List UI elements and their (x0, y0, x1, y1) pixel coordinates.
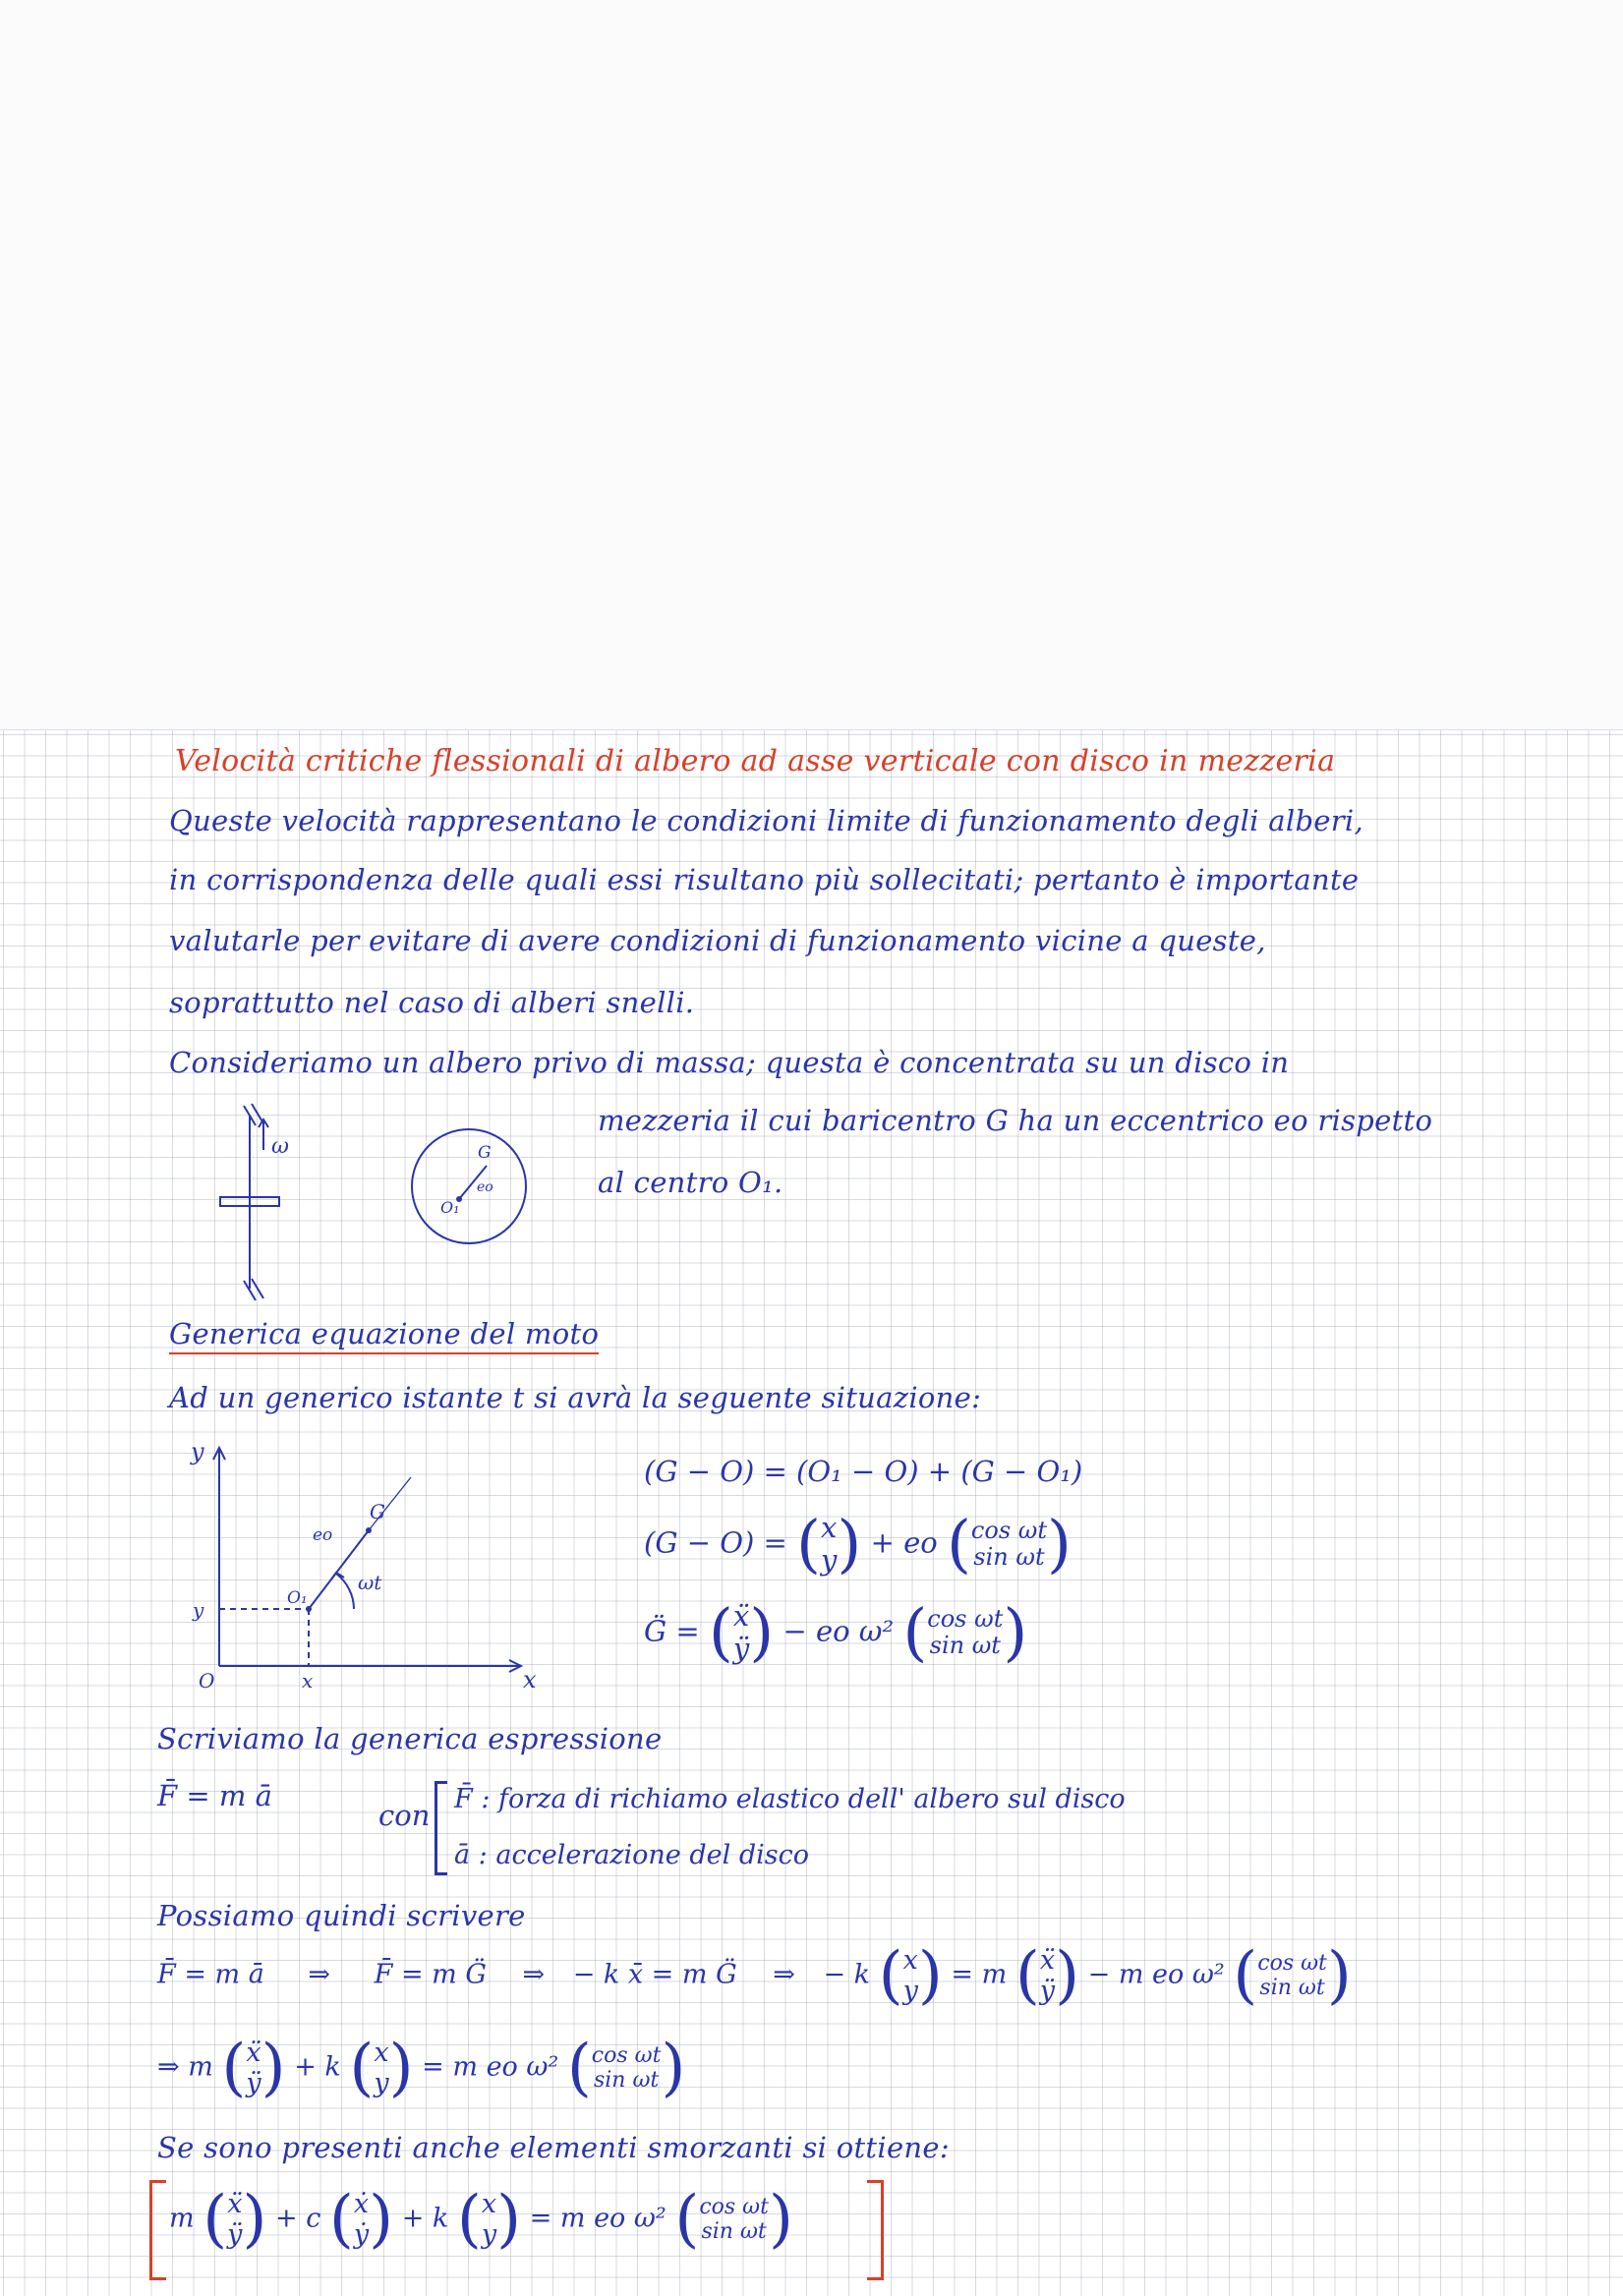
final-bracket-right (867, 2180, 884, 2280)
eq3-v1-y: ÿ (732, 1632, 750, 1666)
eq2-v1-y: y (821, 1543, 838, 1578)
eq2-v1-x: x (821, 1511, 838, 1544)
eq-result: ⇒ m (ẍ ÿ) + k (x y) = m eo ω² (cos ωt sin ωt) (157, 2032, 686, 2104)
eq2-v2-cos: cos ωt (970, 1516, 1047, 1544)
chain-d-mid: = m (951, 1959, 1008, 1990)
final-v3-x: x (481, 2188, 497, 2219)
wt-label: ωt (358, 1571, 382, 1594)
final-bracket-left (149, 2180, 166, 2280)
scriviamo-line: Scriviamo la generica espressione (157, 1722, 663, 1755)
final-v2-x: ẋ (353, 2188, 370, 2219)
disc-G-label: G (478, 1143, 492, 1163)
page-title: Velocità critiche flessionali di albero ad asse verticale con disco in mezzeria (175, 744, 1336, 778)
eq3-v1-x: ẍ (732, 1599, 750, 1633)
eq-acceleration: G̈ = (ẍ ÿ) − eo ω² (cos ωt sin ωt) (644, 1596, 1028, 1670)
chain-a: F̄ = m ā (157, 1959, 264, 1990)
chain-d-v3-sin: sin ωt (1259, 1976, 1325, 2000)
result-mid2: = m eo ω² (422, 2051, 559, 2083)
final-v4-cos: cos ωt (699, 2194, 769, 2219)
chain-d-lhs: − k (823, 1959, 871, 1990)
chain-arrow-3: ⇒ (773, 1959, 795, 1990)
def-force: F̄ : forza di richiamo elastico dell' albero sul disco (454, 1784, 1126, 1814)
result-v1-y: ÿ (246, 2068, 261, 2098)
intro-line-4: soprattutto nel caso di alberi snelli. (169, 986, 695, 1019)
x-axis-label: x (523, 1666, 537, 1693)
final-m: m (169, 2203, 195, 2234)
damping-line: Se sono presenti anche elementi smorzanti si ottiene: (157, 2131, 950, 2164)
disc-e-label: eo (477, 1179, 493, 1195)
eq2-v2-sin: sin ωt (973, 1543, 1045, 1572)
chain-d-v2-y: ÿ (1039, 1976, 1056, 2006)
intro-line-1: Queste velocità rappresentano le condizioni limite di funzionamento degli alberi, (169, 804, 1364, 837)
eq3-mid: − eo ω² (783, 1614, 895, 1648)
chain-c: − k x̄ = m G̈ (572, 1959, 737, 1990)
final-v1-x: ẍ (227, 2188, 243, 2219)
instant-line: Ad un generico istante t si avrà la seguente situazione: (169, 1381, 982, 1414)
chain-d-v1-x: x (902, 1944, 918, 1976)
chain-arrow-2: ⇒ (522, 1959, 546, 1990)
final-c: + c (275, 2203, 321, 2234)
e-label: eo (313, 1525, 333, 1545)
eq2-mid: + eo (870, 1525, 938, 1560)
shaft-figure (197, 1096, 433, 1302)
section-title: Generica equazione del moto (169, 1317, 599, 1354)
result-mid: + k (294, 2051, 341, 2083)
eq2-lhs: (G − O) = (644, 1525, 787, 1560)
chain-d-v3-cos: cos ωt (1257, 1950, 1327, 1976)
O1-label: O₁ (287, 1588, 308, 1608)
def-acceleration: ā : accelerazione del disco (454, 1840, 809, 1870)
kinematics-figure (177, 1430, 551, 1695)
eq-chain: F̄ = m ā ⇒ F̄ = m G̈ ⇒ − k x̄ = m G̈ ⇒ − k (x y) = m (ẍ ÿ) − m eo ω² (cos ωt sin ωt) (157, 1939, 1352, 2012)
con-label: con (378, 1799, 431, 1832)
y-mark-label: y (193, 1598, 204, 1622)
omega-label: ω (271, 1134, 289, 1159)
disc-O-label: O₁ (440, 1198, 460, 1217)
final-v1-y: ÿ (227, 2219, 243, 2250)
result-v1-x: ẍ (246, 2037, 261, 2068)
intro-line-3: valutarle per evitare di avere condizioni di funzionamento vicine a queste, (169, 924, 1266, 957)
defs-bracket (435, 1781, 447, 1875)
eq-position-sum: (G − O) = (O₁ − O) + (G − O₁) (644, 1455, 1083, 1488)
y-axis-label: y (191, 1438, 204, 1465)
x-mark-label: x (302, 1669, 314, 1693)
chain-d-v2-x: ẍ (1039, 1944, 1056, 1976)
intro-line-2: in corrispondenza delle quali essi risultano più sollecitati; pertanto è importante (169, 863, 1360, 896)
result-v2-x: x (374, 2037, 389, 2068)
G-label: G (370, 1500, 385, 1523)
result-arrow: ⇒ m (157, 2051, 213, 2083)
newton-law: F̄ = m ā (157, 1779, 272, 1812)
final-rhs: = m eo ω² (529, 2203, 667, 2234)
final-v4-sin: sin ωt (701, 2219, 767, 2244)
chain-d-mid2: − m eo ω² (1087, 1959, 1225, 1990)
final-v2-y: ẏ (353, 2219, 370, 2250)
final-v3-y: y (481, 2219, 497, 2250)
final-k: + k (401, 2203, 449, 2234)
result-v3-sin: sin ωt (593, 2068, 660, 2093)
consider-cont-2: al centro O₁. (598, 1166, 783, 1199)
eq-final: m (ẍ ÿ) + c (ẋ ẏ) + k (x y) = m eo ω² (cos ωt sin ωt) (169, 2183, 793, 2256)
disc-figure (405, 1122, 533, 1250)
possiamo-line: Possiamo quindi scrivere (157, 1899, 526, 1932)
eq3-v2-cos: cos ωt (927, 1604, 1004, 1633)
chain-d-v1-y: y (902, 1976, 918, 2006)
consider-cont-1: mezzeria il cui baricentro G ha un eccentrico eo rispetto (598, 1104, 1433, 1137)
chain-b: F̄ = m G̈ (374, 1959, 487, 1990)
result-v3-cos: cos ωt (591, 2042, 662, 2068)
consider-line: Consideriamo un albero privo di massa; questa è concentrata su un disco in (169, 1046, 1290, 1079)
chain-arrow-1: ⇒ (308, 1959, 331, 1990)
eq3-v2-sin: sin ωt (929, 1632, 1001, 1660)
result-v2-y: y (374, 2068, 389, 2098)
eq-position: (G − O) = (x y) + eo (cos ωt sin ωt) (644, 1508, 1072, 1581)
eq3-lhs: G̈ = (644, 1614, 700, 1648)
origin-label: O (199, 1669, 215, 1693)
